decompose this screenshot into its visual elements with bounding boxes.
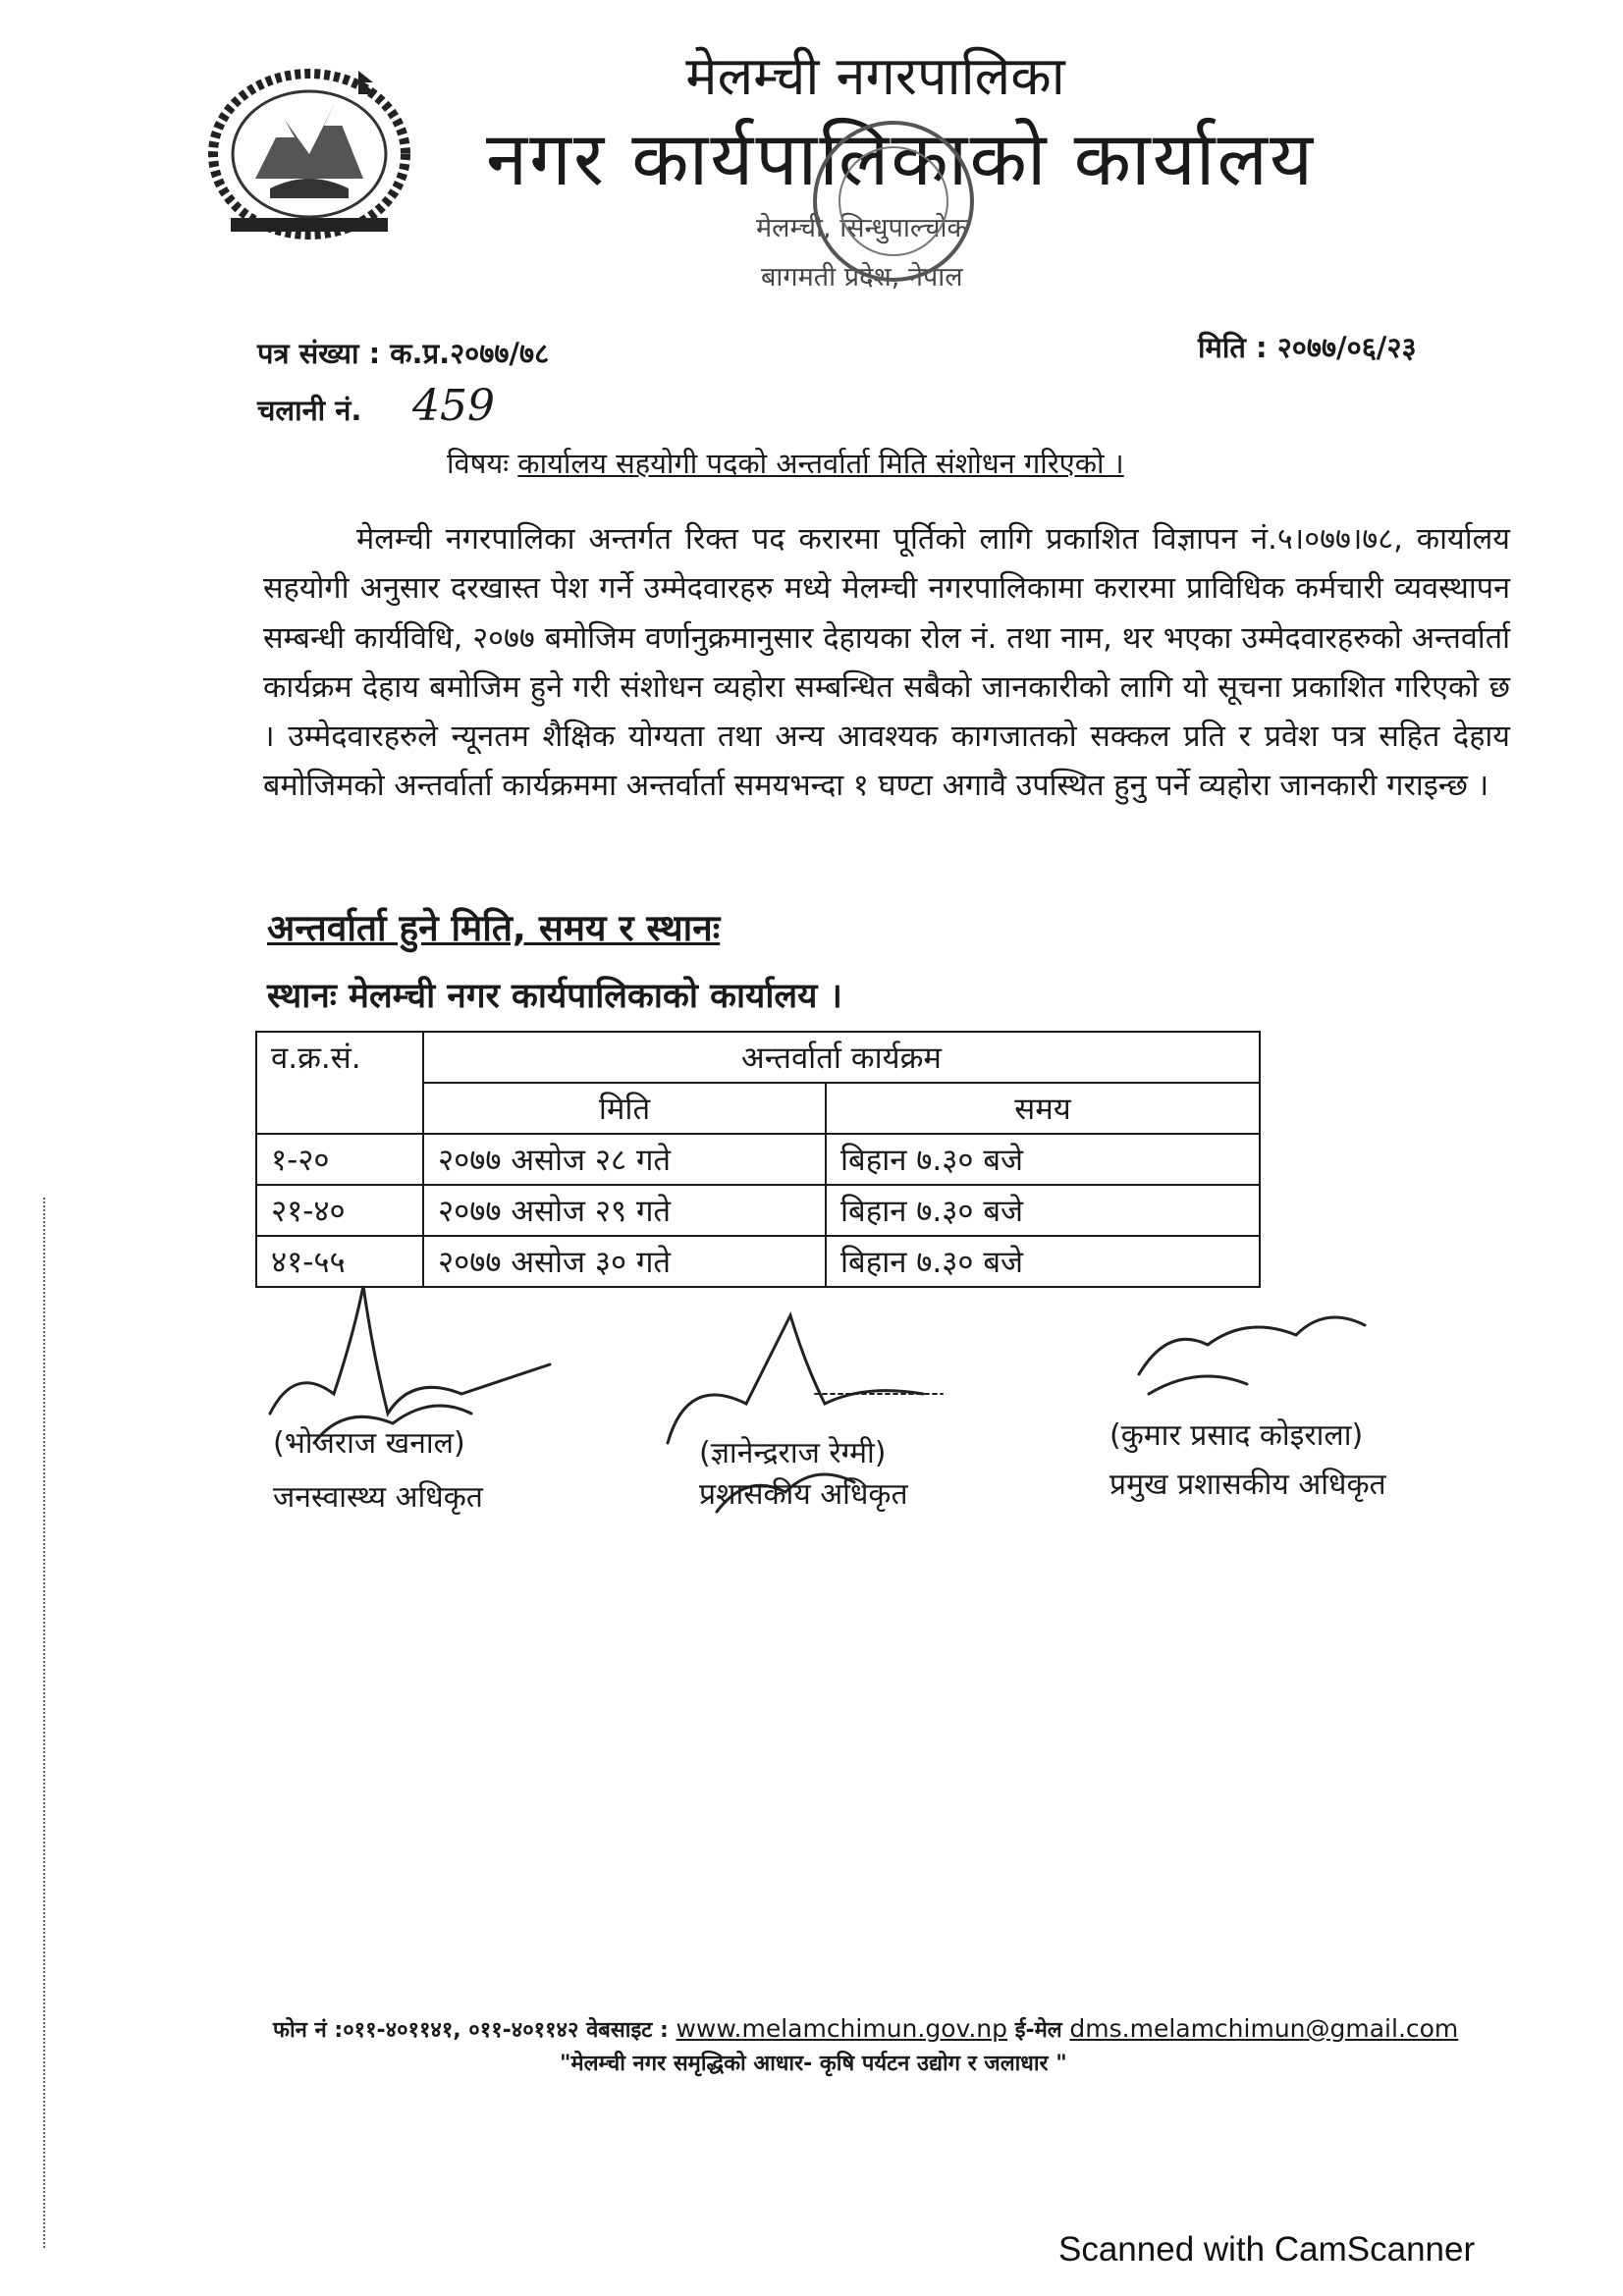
col-program-header: अन्तर्वार्ता कार्यक्रम <box>423 1032 1260 1083</box>
footer-slogan: "मेलम्ची नगर समृद्धिको आधार- कृषि पर्यटन उद्योग र जलाधार " <box>560 2052 1067 2076</box>
signatory-3-name: (कुमार प्रसाद कोइराला) <box>1109 1418 1364 1453</box>
footer-contact: फोन नं :०११-४०११४१, ०११-४०११४२ वेबसाइट : www.melamchimun.gov.np ई-मेल dms.melamchimun@gmail.com <box>273 2014 1459 2043</box>
subject-line: विषयः कार्यालय सहयोगी पदको अन्तर्वार्ता मिति संशोधन गरिएको । <box>447 447 1124 480</box>
reference-number: पत्र संख्या : क.प्र.२०७७/७८ <box>257 337 550 370</box>
website-link[interactable]: www.melamchimun.gov.np <box>676 2014 1008 2043</box>
scan-edge <box>43 1198 49 2248</box>
table-row <box>256 1185 1260 1236</box>
row-serial: १-२० <box>256 1134 423 1185</box>
camscanner-watermark: Scanned with CamScanner <box>1058 2230 1476 2269</box>
row-date: २०७७ असोज ३० गते <box>423 1236 826 1287</box>
row-time: बिहान ७.३० बजे <box>826 1236 1260 1287</box>
signatory-2-title: प्रशासकीय अधिकृत <box>699 1477 908 1512</box>
signatory-2-name: (ज्ञानेन्द्रराज रेग्मी) <box>699 1436 887 1470</box>
venue: स्थानः मेलम्ची नगर कार्यपालिकाको कार्यालय । <box>267 977 842 1016</box>
row-serial: २१-४० <box>256 1185 423 1236</box>
signatory-3-title: प्रमुख प्रशासकीय अधिकृत <box>1109 1468 1386 1502</box>
office-name: नगर कार्यपालिकाको कार्यालय <box>486 115 1316 202</box>
row-date: २०७७ असोज २९ गते <box>423 1185 826 1236</box>
table-row <box>256 1236 1260 1287</box>
row-time: बिहान ७.३० बजे <box>826 1134 1260 1185</box>
col-serial-header: व.क्र.सं. <box>256 1032 423 1134</box>
letter-date: मिति : २०७७/०६/२३ <box>1198 331 1417 364</box>
signatory-1-name: (भोजराज खनाल) <box>273 1426 465 1461</box>
dispatch-label: चलानी नं. <box>257 394 362 427</box>
signatory-1-title: जनस्वास्थ्य अधिकृत <box>273 1480 483 1515</box>
address-line-2: बागमती प्रदेश, नेपाल <box>761 262 963 293</box>
email-link[interactable]: dms.melamchimun@gmail.com <box>1069 2014 1459 2043</box>
letter-body: मेलम्ची नगरपालिका अन्तर्गत रिक्त पद करारमा पूर्तिको लागि प्रकाशित विज्ञापन नं.५।०७७।७८, कार्यालय सहयोगी अनुसार दरखास्त पेश गर्ने उम्मेदवारहरु मध्ये मेलम्ची नगरपालिकामा करारमा प्राविधिक कर्मचारी व्यवस्थापन सम्बन्धी कार्यविधि, २०७७ बमोजिम वर्णानुक्रमानुसार देहायका रोल नं. तथा नाम, थर भएका उम्मेदवारहरुको अन्तर्वार्ता कार्यक्रम देहाय बमोजिम हुने गरी संशोधन व्यहोरा सम्बन्धित सबैको जानकारीको लागि यो सूचना प्रकाशित गरिएको छ । उम्मेदवारहरुले न्यूनतम शैक्षिक योग्यता तथा अन्य आवश्यक कागजातको सक्कल प्रति र प्रवेश पत्र सहित देहाय बमोजिमको अन्तर्वार्ता कार्यक्रममा अन्तर्वार्ता समयभन्दा १ घण्टा अगावै उपस्थित हुनु पर्ने व्यहोरा जानकारी गराइन्छ । <box>263 522 1510 804</box>
table-row <box>256 1134 1260 1185</box>
col-time-header: समय <box>826 1083 1260 1134</box>
office-stamp <box>771 108 1016 304</box>
dispatch-number: 459 <box>412 381 495 431</box>
row-date: २०७७ असोज २८ गते <box>423 1134 826 1185</box>
interview-schedule-table <box>255 1031 1261 1288</box>
address-line-1: मेलम्ची, सिन्धुपाल्चोक <box>756 213 968 243</box>
municipality-name: मेलम्ची नगरपालिका <box>685 45 1065 107</box>
row-serial: ४१-५५ <box>256 1236 423 1287</box>
col-date-header: मिति <box>423 1083 826 1134</box>
section-heading: अन्तर्वार्ता हुने मिति, समय र स्थानः <box>267 907 721 949</box>
row-time: बिहान ७.३० बजे <box>826 1185 1260 1236</box>
